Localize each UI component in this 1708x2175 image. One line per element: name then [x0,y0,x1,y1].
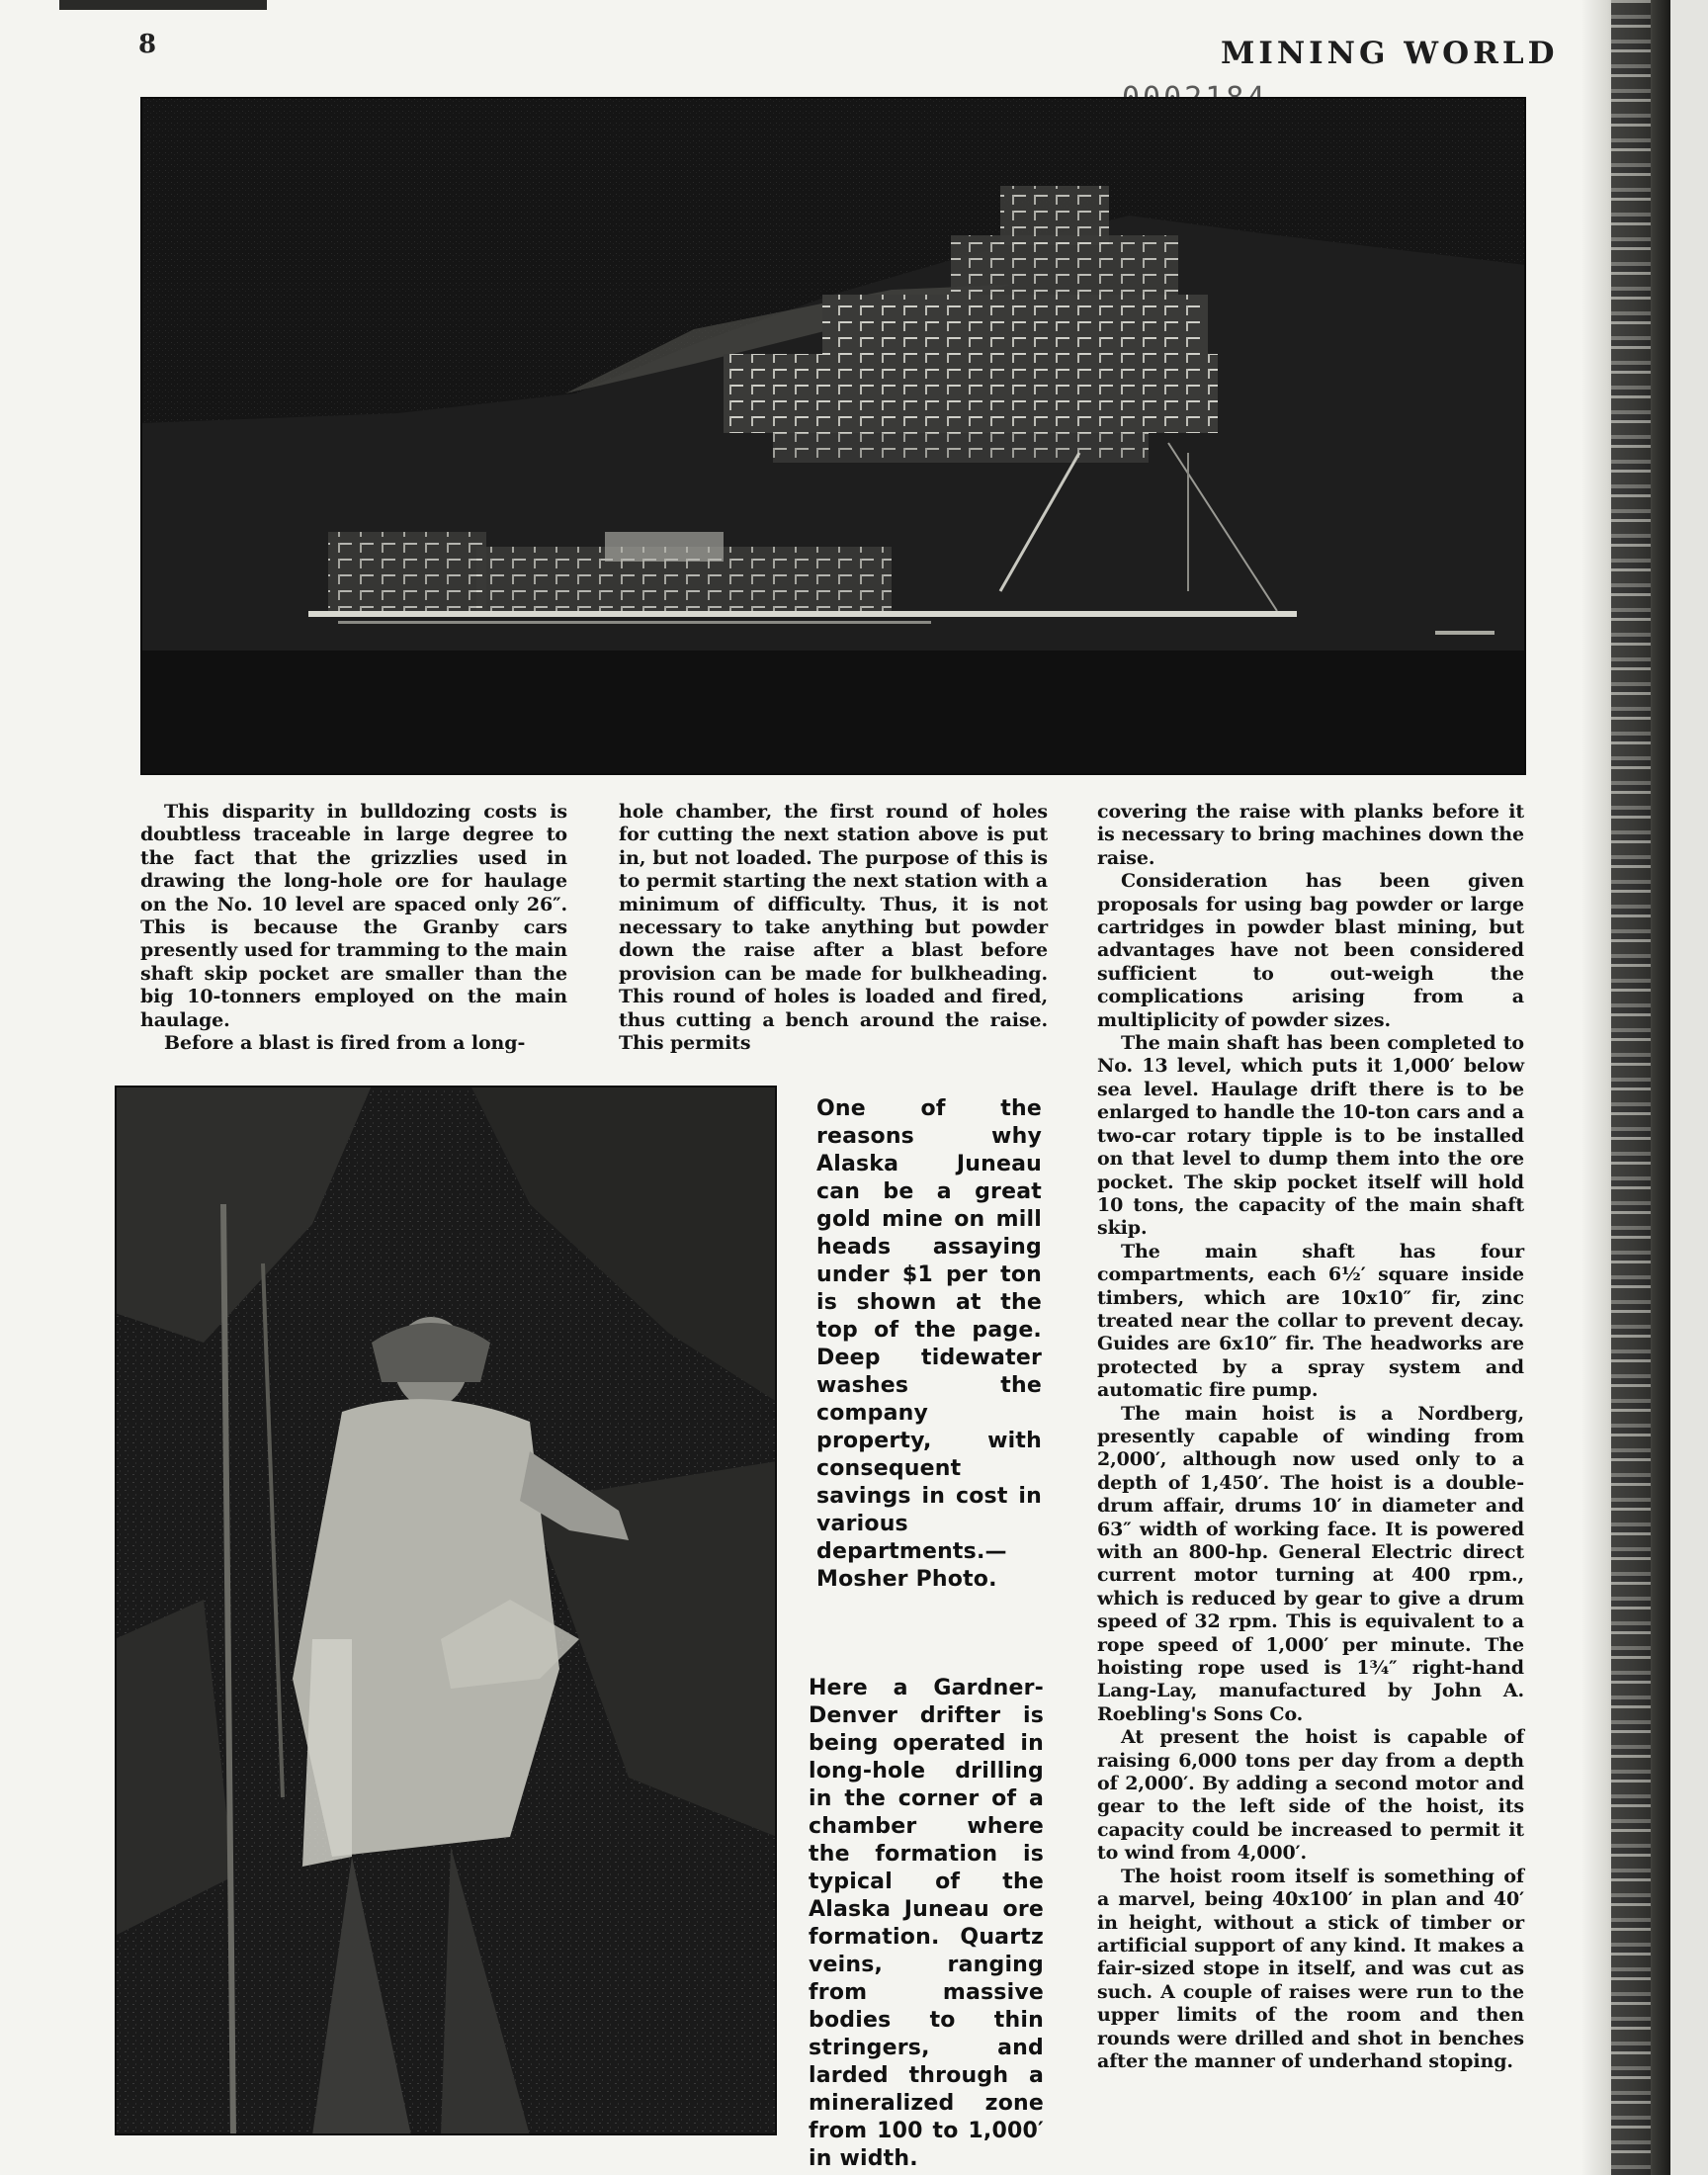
page-number: 8 [138,30,157,59]
paragraph: The hoist room itself is something of a marvel, being 40x100′ in plan and 40′ in height, without a stick of timber or artificial support of any kind. It makes a fair-sized stope in itself, and was cut as such. A couple of raises were run to the upper limits of the room and then rounds were drilled and shot in benches after the manner of underhand stoping. [1097,1865,1524,2072]
paragraph: This disparity in bulldozing costs is doubtless traceable in large degree to the fact that the grizzlies used in drawing the long-hole ore for haulage on the No. 10 level are spaced only 26″. This is because the Granby cars presently used for tramming to the main shaft skip pocket are smaller than the big 10-tonners employed on the main haulage. [140,801,567,1031]
paragraph: covering the raise with planks before it is necessary to bring machines down the raise. [1097,801,1524,869]
caption-left-photo: Here a Gardner-Denver drifter is being operated in long-hole drilling in the corner of a chamber where the formation is typical of the Alaska Juneau ore formation. Quartz veins, ranging from massive bodies to thin stringers, and larded through a mineralized zone from 100 to 1,000′ in width. [809,1676,1044,2171]
caption-top-photo: One of the reasons why Alaska Juneau can be a great gold mine on mill heads assaying under $1 per ton is shown at the top of the page. Deep tidewater washes the company property, with consequent savings in cost in various departments.—Mosher Photo. [816,1096,1042,1592]
scan-edge-blot [1611,0,1651,2175]
article-column-3 [1097,801,1524,2073]
paragraph: Consideration has been given proposals for using bag powder or large cartridges in powder blast mining, but advantages have not been considered sufficient to out-weigh the complications arising from a multiplicity of powder sizes. [1097,870,1524,1031]
paragraph: The main shaft has been completed to No. 13 level, which puts it 1,000′ below sea level. Haulage drift there is to be enlarged to handle the 10-ton cars and a two-car rotary tipple is to be installed on that level to dump them into the ore pocket. The skip pocket itself will hold 10 tons, the capacity of the main shaft skip. [1097,1032,1524,1240]
paragraph: The main hoist is a Nordberg, presently capable of winding from 2,000′, although now used only to a depth of 1,450′. The hoist is a double-drum affair, drums 10′ in diameter and 63″ width of working face. It is powered with an 800-hp. General Electric direct current motor turning at 400 rpm., which is reduced by gear to give a drum speed of 32 rpm. This is equivalent to a rope speed of 1,000′ per minute. The hoisting rope used is 1¾″ right-hand Lang-Lay, manufactured by John A. Roebling's Sons Co. [1097,1402,1524,1725]
paragraph: Before a blast is fired from a long- [164,1032,526,1055]
scan-margin [1670,0,1708,2175]
publication-title: MINING WORLD [1221,36,1559,71]
article-column-1 [140,801,567,1055]
photo-miner-drilling [115,1086,777,2135]
photo-mill-at-night [140,97,1526,775]
scan-top-blot [59,0,267,10]
article-column-2 [619,801,1048,1055]
paragraph: At present the hoist is capable of raising 6,000 tons per day from a depth of 2,000′. By adding a second motor and gear to the left side of the hoist, its capacity could be increased to permit it to wind from 4,000′. [1097,1726,1524,1865]
paragraph: The main shaft has four compartments, each 6½′ square inside timbers, which are 10x10″ fir, zinc treated near the collar to prevent decay. Guides are 6x10″ fir. The headworks are protected by a spray system and automatic fire pump. [1097,1240,1524,1402]
paragraph: hole chamber, the first round of holes for cutting the next station above is put in, but not loaded. The purpose of this is to permit starting the next station with a minimum of difficulty. Thus, it is not necessary to take anything but powder down the raise after a blast before provision can be made for bulkheading. This round of holes is loaded and fired, thus cutting a bench around the raise. This permits [619,801,1048,1055]
